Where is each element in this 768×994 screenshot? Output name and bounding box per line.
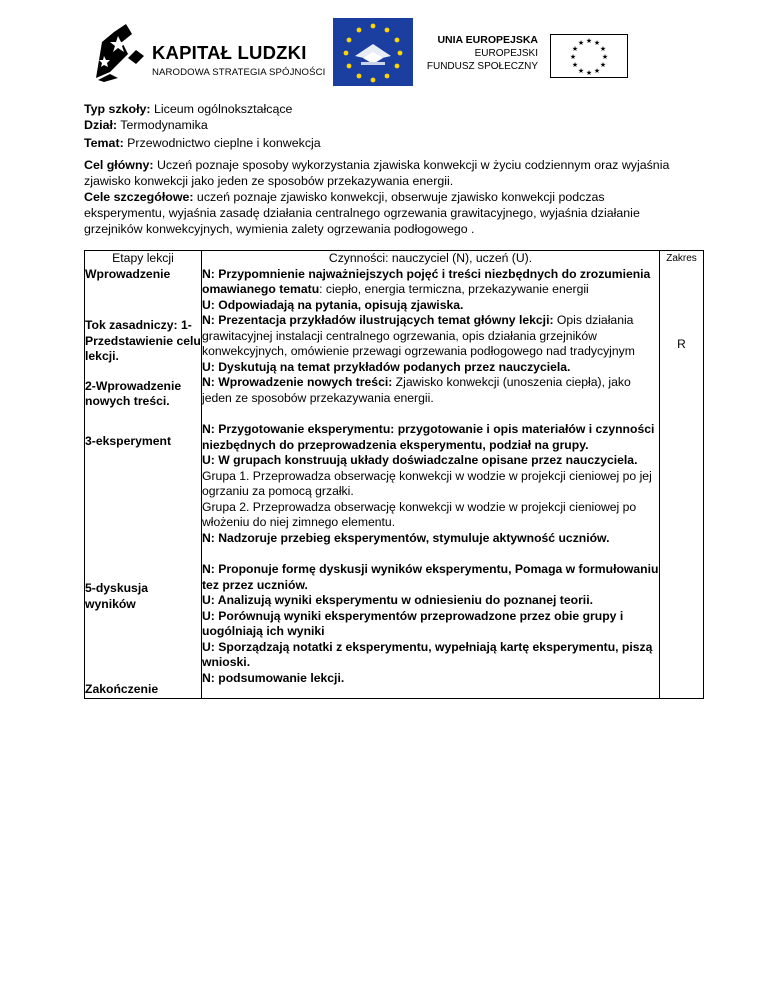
stage-main: Tok zasadniczy: 1-Przedstawienie celu lekcji. — [85, 318, 201, 363]
lesson-info — [84, 101, 684, 151]
svg-text:★: ★ — [601, 53, 609, 61]
row5-a1: N: podsumowanie lekcji. — [202, 670, 345, 685]
main-goal — [84, 157, 684, 189]
section-value: Termodynamika — [117, 118, 208, 132]
eu-line3: FUNDUSZ SPOŁECZNY — [426, 61, 538, 72]
row2-activities — [202, 313, 659, 406]
activities-cell — [202, 251, 660, 699]
svg-text:★: ★ — [577, 67, 585, 75]
row1-a1: N: Przypomnienie najważniejszych pojęć i treści niezbędnych do zrozumienia omawianego tematu — [202, 266, 651, 296]
main-goal-label: Cel główny: — [84, 158, 154, 172]
row3-a4: Grupa 2. Przeprowadza obserwację konwekcji w wodzie w projekcji cieniowej po włożeniu do niej zimnego elementu. — [202, 499, 637, 529]
row2-a1: N: Prezentacja przykładów ilustrujących temat główny lekcji: — [202, 313, 554, 327]
scope-cell — [660, 251, 704, 699]
row1-activities — [202, 267, 659, 314]
header-scope: Zakres — [666, 253, 697, 264]
row3-a2: U: W grupach konstruują układy doświadczalne opisane przez nauczyciela. — [202, 453, 638, 467]
svg-text:★: ★ — [599, 45, 607, 53]
header-stage: Etapy lekcji — [112, 251, 174, 265]
svg-text:★: ★ — [569, 53, 577, 61]
row1-a2: U: Odpowiadają na pytania, opisują zjawiska. — [202, 297, 464, 312]
specific-goals-text: uczeń poznaje zjawisko konwekcji, obserwuje zjawisko konwekcji podczas eksperymentu, wyjaśnia zasadę działania centralnego ogrzewania grawitacyjnego, wyjaśnia działanie grzejników konwekcyjnych, wymienia zalety ogrzewania podłogowego . — [84, 190, 640, 236]
school-type-label: Typ szkoły: — [84, 102, 151, 116]
header-activities: Czynności: nauczyciel (N), uczeń (U). — [328, 251, 533, 265]
stage-conclusion: Zakończenie — [85, 682, 159, 696]
specific-goals-label: Cele szczegółowe: — [84, 190, 194, 204]
row1-a1-rest: : ciepło, energia termiczna, przekazywanie energii — [319, 282, 589, 296]
row3-a5: N: Nadzoruje przebieg eksperymentów, stymuluje aktywność uczniów. — [202, 530, 610, 545]
row2-a2: U: Dyskutują na temat przykładów podanych przez nauczyciela. — [202, 359, 571, 374]
topic-value: Przewodnictwo cieplne i konwekcja — [123, 136, 321, 150]
section-label: Dział: — [84, 118, 118, 132]
svg-text:★: ★ — [585, 37, 593, 45]
row2-a3: N: Wprowadzenie nowych treści: — [202, 375, 393, 389]
svg-text:★: ★ — [571, 61, 579, 69]
svg-text:★: ★ — [599, 61, 607, 69]
stage-discussion: 5-dyskusja wyników — [85, 581, 149, 611]
stage-new-content: 2-Wprowadzenie nowych treści. — [85, 378, 182, 408]
row4-a3: U: Porównują wyniki eksperymentów przeprowadzone przez obie grupy i uogólniają ich wyniki — [202, 608, 624, 638]
row3-a3: Grupa 1. Przeprowadza obserwację konwekcji w wodzie w projekcji cieniowej po jej ogrzaniu za pomocą grzałki. — [202, 468, 652, 498]
eu-title: UNIA EUROPEJSKA — [437, 34, 538, 46]
row2-a1-rest: Opis działania grawitacyjnej instalacji centralnego ogrzewania, opis działania grzejników konwekcyjnych, omówienie przewagi ogrzewania podłogowego nad tradycyjnym — [202, 313, 635, 358]
kapital-ludzki-logo — [88, 20, 326, 82]
lesson-goals — [84, 157, 684, 237]
row3-a1: N: Przygotowanie eksperymentu: przygotowanie i opis materiałów i czynności niezbędnych do przeprowadzenia eksperymentu, podział na grupy. — [202, 422, 655, 452]
svg-text:★: ★ — [577, 39, 585, 47]
eu-social-fund-logo — [426, 34, 630, 78]
main-goal-text: Uczeń poznaje sposoby wykorzystania zjawiska konwekcji w życiu codziennym oraz wyjaśnia zjawisko konwekcji jako jeden ze sposobów przekazywania energii. — [84, 158, 670, 188]
kapital-ludzki-subtitle: NARODOWA STRATEGIA SPÓJNOŚCI — [152, 67, 326, 78]
row2-a3-rest: Zjawisko konwekcji (unoszenia ciepła), jako jeden ze sposobów przekazywania energii. — [202, 375, 631, 405]
scope-value-r: R — [677, 336, 686, 351]
specific-goals — [84, 189, 684, 237]
kapital-ludzki-title: KAPITAŁ LUDZKI — [152, 42, 307, 63]
stage-experiment: 3-eksperyment — [85, 433, 172, 448]
eu-flag-icon — [550, 34, 628, 78]
table-header-row — [85, 251, 704, 699]
row4-a4: U: Sporządzają notatki z eksperymentu, wypełniają kartę eksperymentu, piszą wnioski. — [202, 639, 653, 669]
kapital-ludzki-emblem-icon — [88, 20, 148, 82]
row4-activities — [202, 562, 659, 671]
topic-label: Temat: — [84, 136, 124, 150]
header-stage-cell — [85, 251, 202, 699]
stage-intro: Wprowadzenie — [85, 266, 171, 281]
eu-line2: EUROPEJSKI — [474, 48, 538, 59]
row3-activities — [202, 422, 659, 546]
eu-programme-logo-icon — [333, 18, 413, 86]
school-type-value: Liceum ogólnokształcące — [150, 102, 293, 116]
section-line — [84, 117, 684, 133]
topic-line — [84, 135, 684, 151]
svg-text:★: ★ — [593, 67, 601, 75]
row4-a1: N: Proponuje formę dyskusji wyników eksperymentu, Pomaga w formułowaniu tez przez uczniów. — [202, 562, 659, 592]
row5-activities — [202, 671, 659, 687]
row4-a2: U: Analizują wyniki eksperymentu w odniesieniu do poznanej teorii. — [202, 593, 593, 607]
svg-text:★: ★ — [593, 39, 601, 47]
lesson-plan-table — [84, 250, 704, 699]
school-type-line — [84, 101, 684, 117]
svg-text:★: ★ — [585, 69, 593, 77]
svg-text:★: ★ — [571, 45, 579, 53]
